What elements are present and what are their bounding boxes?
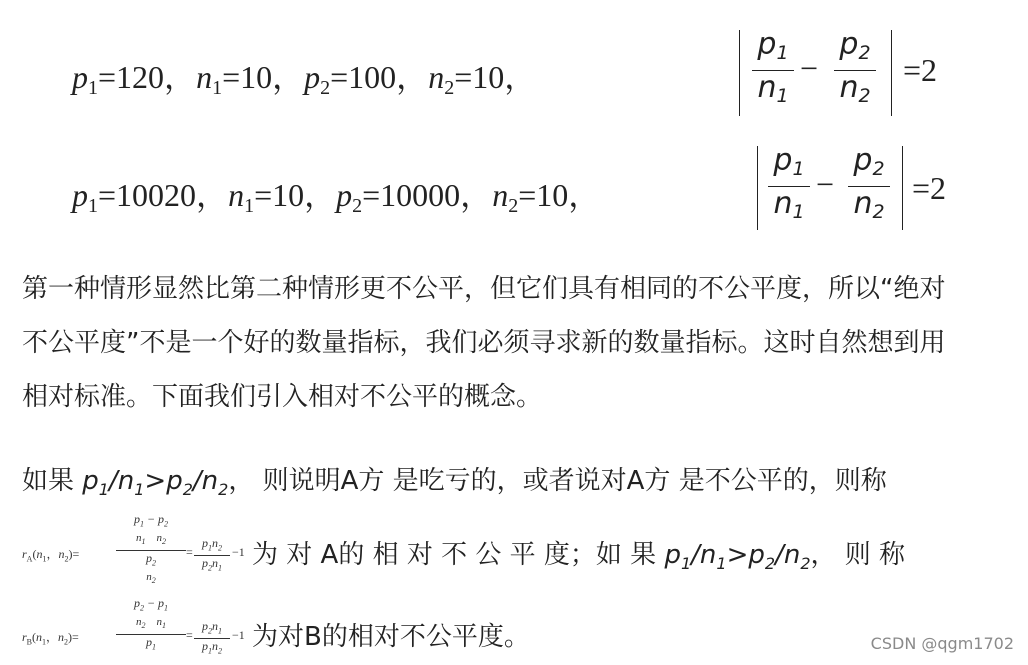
- rA-minus-one: −1: [232, 545, 245, 559]
- eq2-p2-value: 10000: [380, 177, 461, 213]
- rA-label: $r_A(n_1$，$n_2)=$: [22, 547, 80, 564]
- eq2-n1-value: 10: [272, 177, 305, 213]
- rA-ratio-fraction: $p_1n_2$ $p_2n_1$: [194, 536, 230, 576]
- rA-big-fraction: $p_1 - p_2$ $n_1$ $n_2$ $p_2$ $n_2$: [116, 512, 186, 588]
- equation-result-1: =2: [903, 52, 938, 88]
- fraction-p2-n2-1: $p_2$ $n_2$: [834, 28, 876, 113]
- rB-label: $r_B(n_1$，$n_2)=$: [22, 630, 79, 647]
- paragraph-2-line-3: 为对B的相对不公平度。: [252, 622, 530, 652]
- paragraph-2-line-2: 为 对 A的 相 对 不 公 平 度；如 果 $p_1/n_1>p_2/n_2$， 则 称: [252, 540, 906, 574]
- rB-ratio-fraction: $p_2n_1$ $p_1n_2$: [194, 619, 230, 659]
- equation-line-2: $p_1=10020$，$n_1=10$，$p_2=10000$，$n_2=10$，: [72, 177, 601, 217]
- abs-bar-right-1: [891, 30, 892, 116]
- rB-equals: =: [186, 628, 193, 642]
- abs-bar-left-2: [757, 146, 758, 230]
- minus-sign-2: −: [816, 166, 835, 202]
- paragraph-1-line-3: 相对标准。下面我们引入相对不公平的概念。: [22, 382, 543, 412]
- eq2-p1-value: 10020: [116, 177, 197, 213]
- paragraph-1-line-1: 第一种情形显然比第二种情形更不公平，但它们具有相同的不公平度，所以“绝对: [22, 274, 946, 304]
- eq2-n2-value: 10: [536, 177, 569, 213]
- eq1-p1-value: 120: [116, 59, 165, 95]
- eq1-p2-value: 100: [348, 59, 397, 95]
- abs-bar-right-2: [902, 146, 903, 230]
- fraction-p1-n1-2: $p_1$ $n_1$: [768, 144, 810, 229]
- equation-line-1: $p_1=120$，$n_1=10$，$p_2=100$，$n_2=10$，: [72, 59, 537, 99]
- paragraph-1-line-2: 不公平度”不是一个好的数量指标，我们必须寻求新的数量指标。这时自然想到用: [22, 328, 946, 358]
- rB-big-fraction: $p_2 - p_1$ $n_2$ $n_1$ $p_1$: [116, 596, 186, 654]
- fraction-p2-n2-2: $p_2$ $n_2$: [848, 144, 890, 229]
- condition-a: $p_1/n_1>p_2/n_2$: [82, 466, 229, 500]
- eq1-n1-value: 10: [240, 59, 273, 95]
- paragraph-2-line-1: 如果 $p_1/n_1>p_2/n_2$， 则说明A方 是吃亏的，或者说对A方 是不公平的，则称: [22, 466, 887, 500]
- condition-b: $p_1/n_1>p_2/n_2$: [664, 540, 811, 574]
- eq1-n2-value: 10: [472, 59, 505, 95]
- rB-minus-one: −1: [232, 628, 245, 642]
- watermark: CSDN @qgm1702: [870, 634, 1014, 653]
- minus-sign-1: −: [800, 50, 819, 86]
- equation-result-2: =2: [912, 170, 947, 206]
- fraction-p1-n1-1: $p_1$ $n_1$: [752, 28, 794, 113]
- abs-bar-left-1: [739, 30, 740, 116]
- rA-equals: =: [186, 545, 193, 559]
